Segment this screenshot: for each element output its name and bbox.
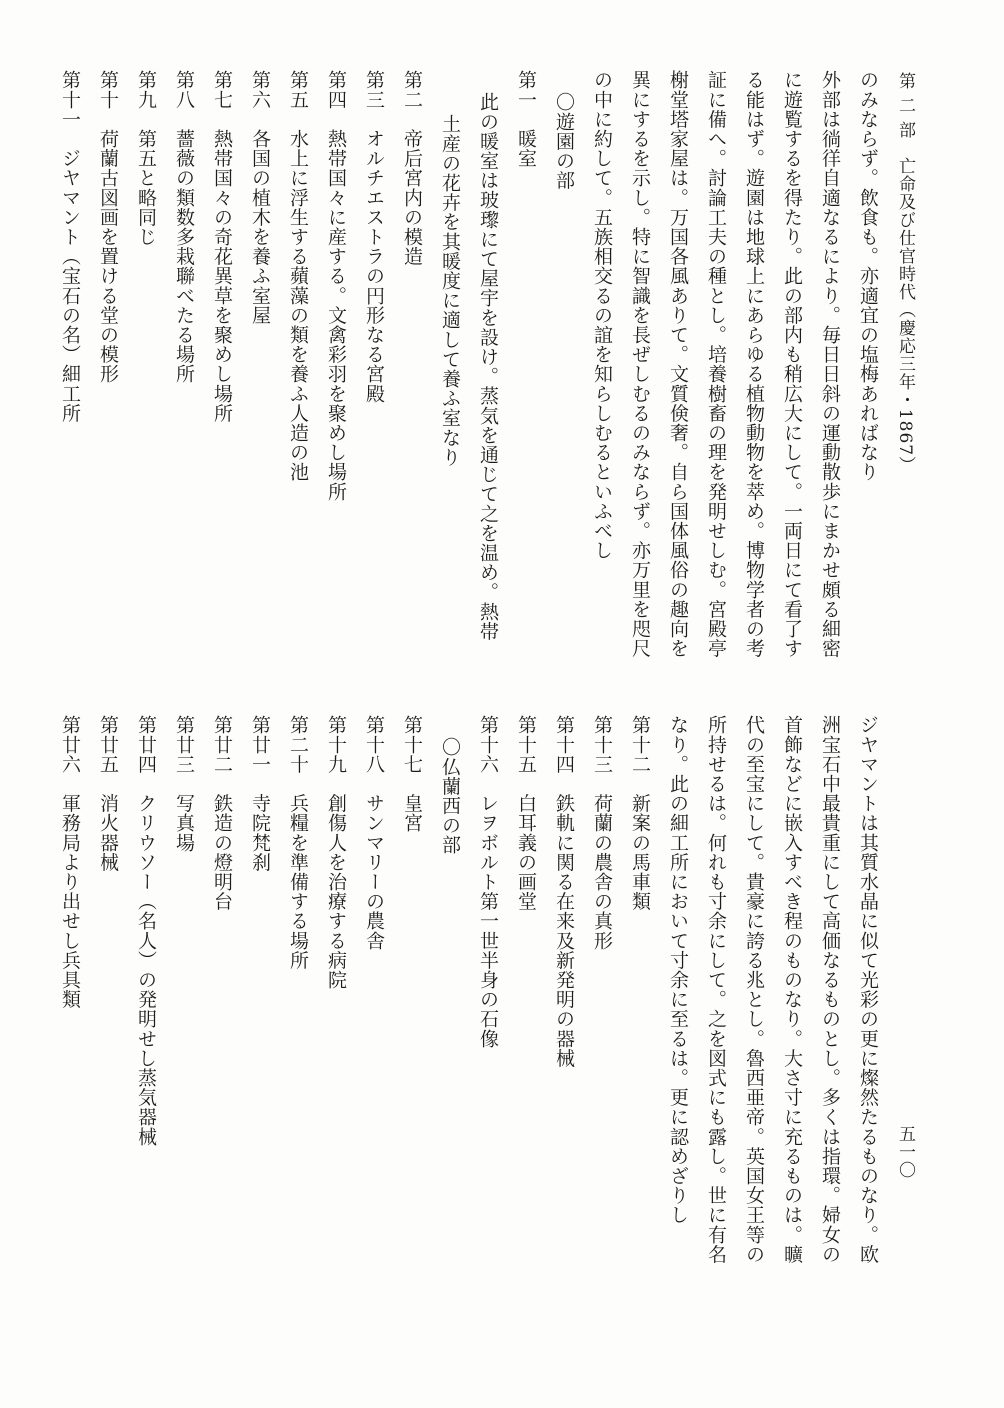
list-item: 第三 オルチエストラの円形なる宮殿 xyxy=(363,70,385,404)
list-item: 第十六 レヲボルト第一世半身の石像 xyxy=(477,715,499,1049)
list-item: 第十一 ジヤマント（宝石の名）細工所 xyxy=(59,70,81,423)
text-line: 証に備へ。討論工夫の種とし。培養樹畜の理を発明せしむ。宮殿亭 xyxy=(705,70,727,658)
list-item: 第廿二 鉄造の燈明台 xyxy=(211,715,233,911)
text-line: のみならず。飲食も。亦適宜の塩梅あればなり xyxy=(857,70,879,482)
list-item: 第九 第五と略同じ xyxy=(135,70,157,247)
list-item: 第十三 荷蘭の農舎の真形 xyxy=(591,715,613,951)
list-item: 第二十 兵糧を準備する場所 xyxy=(287,715,309,970)
list-item: 第十 荷蘭古図画を置ける堂の模形 xyxy=(97,70,119,384)
list-item: 第二 帝后宮内の模造 xyxy=(401,70,423,266)
running-title: 第 二 部 亡命及び仕官時代（慶応三年・1867） xyxy=(895,72,915,475)
list-item: 第廿三 写真場 xyxy=(173,715,195,853)
text-line: 洲宝石中最貴重にして高価なるものとし。多くは指環。婦女の xyxy=(819,715,841,1264)
list-item: 第八 薔薇の類数多栽聯べたる場所 xyxy=(173,70,195,384)
list-item: 第十七 皇宮 xyxy=(401,715,423,833)
list-item: 第廿五 消火器械 xyxy=(97,715,119,872)
list-item: 第十九 創傷人を治療する病院 xyxy=(325,715,347,990)
list-item: 第十二 新案の馬車類 xyxy=(629,715,651,911)
text-line: 外部は徜徉自適なるにより。毎日日斜の運動散歩にまかせ頗る細密 xyxy=(819,70,841,658)
text-line: 所持せるは。何れも寸余にして。之を図式にも露し。世に有名 xyxy=(705,715,727,1264)
section-heading-garden: 〇遊園の部 xyxy=(553,92,575,190)
list-item: 第十四 鉄軌に関る在来及新発明の器械 xyxy=(553,715,575,1068)
text-line: ジヤマントは其質水晶に似て光彩の更に燦然たるものなり。欧 xyxy=(857,715,879,1264)
item-description: 土産の花卉を其暖度に適して養ふ室なり xyxy=(439,114,461,467)
list-item: 第廿六 軍務局より出せし兵具類 xyxy=(59,715,81,1009)
item-description: 此の暖室は玻瓈にて屋宇を設け。蒸気を通じて之を温め。熱帯 xyxy=(477,92,499,641)
text-line: 異にするを示し。特に智識を長ぜしむるのみならず。亦万里を咫尺 xyxy=(629,70,651,658)
list-item: 第一 暖室 xyxy=(515,70,537,168)
list-item: 第廿四 クリウソー（名人）の発明せし蒸気器械 xyxy=(135,715,157,1147)
list-item: 第五 水上に浮生する蘋藻の類を養ふ人造の池 xyxy=(287,70,309,482)
text-line: の中に約して。五族相交るの誼を知らしむるといふべし xyxy=(591,70,613,560)
list-item: 第十八 サンマリーの農舎 xyxy=(363,715,385,951)
text-line: なり。此の細工所において寸余に至るは。更に認めざりし xyxy=(667,715,689,1225)
text-line: 榭堂塔家屋は。万国各風ありて。文質倹奢。自ら国体風俗の趣向を xyxy=(667,70,689,658)
page-number: 五一〇 xyxy=(895,1125,915,1179)
text-line: 代の至宝にして。貴豪に誇る兆とし。魯西亜帝。英国女王等の xyxy=(743,715,765,1264)
section-heading-france: 〇仏蘭西の部 xyxy=(439,737,461,855)
list-item: 第廿一 寺院梵刹 xyxy=(249,715,271,872)
list-item: 第六 各国の植木を養ふ室屋 xyxy=(249,70,271,325)
list-item: 第四 熱帯国々に産する。文禽彩羽を聚めし場所 xyxy=(325,70,347,502)
text-line: る能はず。遊園は地球上にあらゆる植物動物を萃め。博物学者の考 xyxy=(743,70,765,658)
text-line: に遊覧するを得たり。此の部内も稍広大にして。一両日にて看了す xyxy=(781,70,803,658)
text-line: 首飾などに嵌入すべき程のものなり。大さ寸に充るものは。曠 xyxy=(781,715,803,1264)
list-item: 第七 熱帯国々の奇花異草を聚めし場所 xyxy=(211,70,233,423)
list-item: 第十五 白耳義の画堂 xyxy=(515,715,537,911)
